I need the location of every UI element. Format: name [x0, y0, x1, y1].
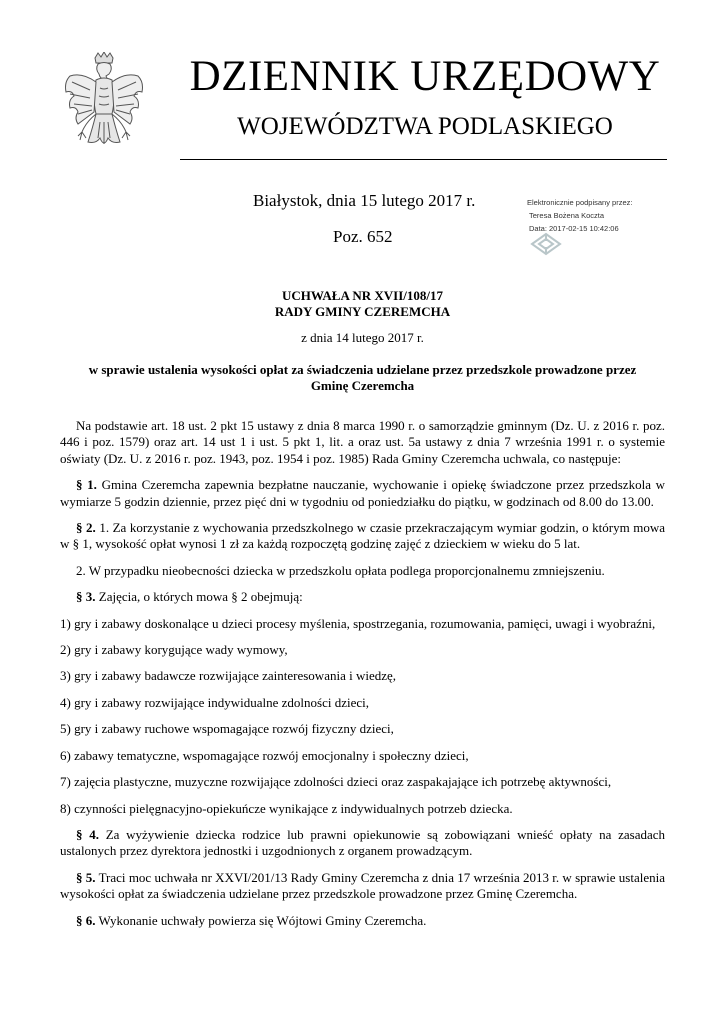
list-item: 5) gry i zabawy ruchowe wspomagające rozwój fizyczny dzieci, [60, 721, 394, 737]
list-item: 6) zabawy tematyczne, wspomagające rozwój emocjonalny i społeczny dzieci, [60, 747, 469, 763]
paragraph-1-number: § 1. [76, 477, 97, 493]
resolution-subject-line1: w sprawie ustalenia wysokości opłat za świadczenia udzielane przez przedszkole prowadzone przez [88, 362, 637, 377]
resolution-number: UCHWAŁA NR XVII/108/17 [281, 288, 444, 303]
journal-title: DZIENNIK URZĘDOWY [189, 53, 661, 100]
place-date: Białystok, dnia 15 lutego 2017 r. [253, 191, 476, 210]
electronic-signature [527, 196, 632, 235]
paragraph-2 [60, 520, 665, 553]
signature-label: Elektronicznie podpisany przez: [527, 198, 633, 207]
document-body [60, 418, 665, 939]
list-item: 3) gry i zabawy badawcze rozwijające zainteresowania i wiedzę, [60, 668, 397, 684]
resolution-body: RADY GMINY CZEREMCHA [274, 304, 451, 319]
resolution-date: z dnia 14 lutego 2017 r. [301, 330, 424, 345]
paragraph-3-number: § 3. [76, 589, 96, 605]
paragraph-4-number: § 4. [76, 826, 99, 842]
list-item: 4) gry i zabawy rozwijające indywidualne zdolności dzieci, [60, 694, 369, 710]
paragraph-1 [60, 477, 665, 510]
journal-subtitle: WOJEWÓDZTWA PODLASKIEGO [237, 113, 613, 140]
signature-date: Data: 2017-02-15 10:42:06 [529, 224, 619, 233]
signature-verified-icon [530, 232, 562, 256]
paragraph-5 [60, 870, 665, 903]
resolution-subject-line2: Gminę Czeremcha [310, 378, 415, 393]
paragraph-5-text: Traci moc uchwała nr XXVI/201/13 Rady Gminy Czeremcha z dnia 17 września 2013 r. w sprawie ustalenia wysokości opłat za świadczenia udzielane przez przedszkole prowadzone przez Gminę Czeremcha. [60, 869, 666, 902]
list-item: 2) gry i zabawy korygujące wady wymowy, [60, 642, 288, 658]
paragraph-3-text: Zajęcia, o których mowa § 2 obejmują: [98, 589, 303, 605]
paragraph-6-text: Wykonanie uchwały powierza się Wójtowi Gminy Czeremcha. [98, 912, 427, 928]
polish-eagle-emblem-icon [62, 52, 146, 164]
preamble: Na podstawie art. 18 ust. 2 pkt 15 ustawy z dnia 8 marca 1990 r. o samorządzie gminnym (Dz. U. z 2016 r. poz. 446 i poz. 1579) oraz art. 14 ust 1 i ust. 5 pkt 1, lit. a oraz ust. 5a ustawy z dnia 7 września 1991 r. o systemie oświaty (Dz. U. z 2016 r. poz. 1943, poz. 1954 i poz. 1985) Rada Gminy Czeremcha uchwala, co następuje: [60, 418, 665, 466]
header-divider [180, 159, 667, 160]
paragraph-4 [60, 827, 665, 860]
list-item: 1) gry i zabawy doskonalące u dzieci procesy myślenia, spostrzegania, rozumowania, pamięci, uwagi i wyobraźni, [60, 615, 656, 631]
position-number: Poz. 652 [333, 227, 393, 246]
paragraph-2-text: 1. Za korzystanie z wychowania przedszkolnego w czasie przekraczającym wymiar godzin, o którym mowa w § 1, wysokość opłat wynosi 1 zł za każdą rozpoczętą godzinę zajęć z dzieckiem w wieku do 5 lat. [60, 520, 665, 552]
paragraph-2-item-2: 2. W przypadku nieobecności dziecka w przedszkolu opłata podlega proporcjonalnemu zmniejszeniu. [76, 562, 605, 578]
paragraph-5-number: § 5. [76, 869, 96, 885]
paragraph-2-number: § 2. [76, 520, 96, 536]
paragraph-4-text: Za wyżywienie dziecka rodzice lub prawni opiekunowie są zobowiązani wnieść opłaty na zasadach ustalonych przez dyrektora jednostki i uzgodnionych z organem prowadzącym. [60, 826, 666, 859]
paragraph-1-text: Gmina Czeremcha zapewnia bezpłatne nauczanie, wychowanie i opiekę świadczone przez przedszkola w wymiarze 5 godzin dziennie, przez pięć dni w tygodniu od poniedziałku do piątku, w godzinach od 8.00 do 13.00. [60, 477, 666, 509]
list-item: 8) czynności pielęgnacyjno-opiekuńcze wynikające z indywidualnych potrzeb dziecka. [60, 800, 513, 816]
paragraph-6 [60, 913, 665, 929]
paragraph-6-number: § 6. [76, 912, 96, 928]
signature-signer: Teresa Bożena Koczta [529, 211, 605, 220]
paragraph-3 [60, 589, 665, 605]
list-item: 7) zajęcia plastyczne, muzyczne rozwijające zdolności dzieci oraz zaspakajające ich potrzebę aktywności, [60, 774, 612, 790]
